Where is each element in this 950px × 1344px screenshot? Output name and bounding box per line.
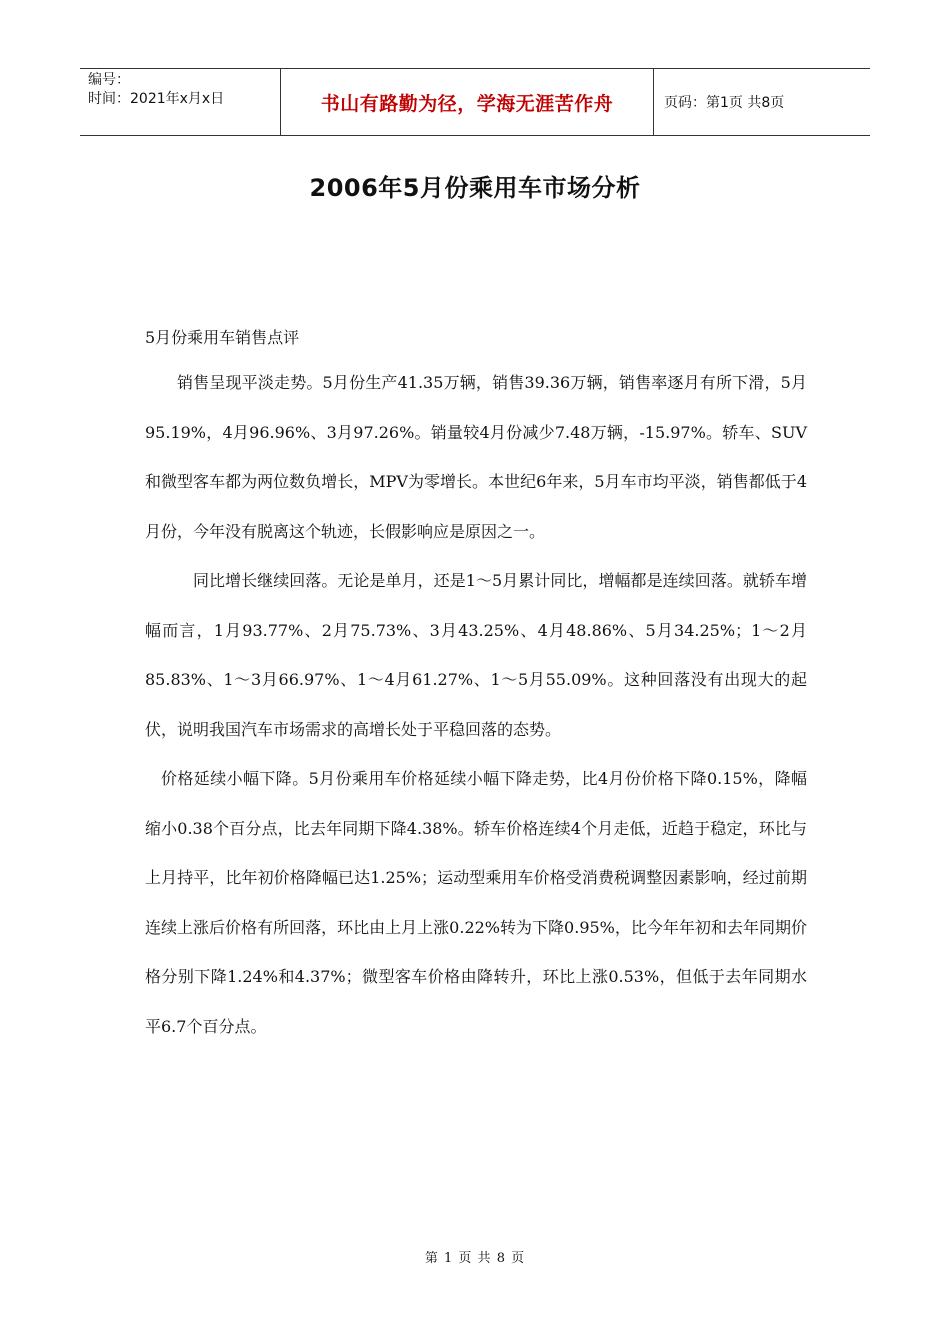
header-motto: 书山有路勤为径，学海无涯苦作舟 bbox=[320, 92, 614, 115]
header-meta-cell bbox=[80, 69, 281, 135]
section-subheading: 5月份乘用车销售点评 bbox=[145, 328, 300, 347]
header-motto-cell bbox=[281, 69, 654, 135]
document-number-label: 编号： bbox=[88, 72, 130, 88]
page-footer: 第 1 页 共 8 页 bbox=[424, 1251, 526, 1266]
paragraph-price-decline: 价格延续小幅下降。5月份乘用车价格延续小幅下降走势，比4月份价格下降0.15%，降幅缩小0.38个百分点，比去年同期下降4.38%。轿车价格连续4个月走低，近趋于稳定，环比与上月持平，比年初价格降幅已达1.25%；运动型乘用车价格受消费税调整因素影响，经过前期连续上涨后价格有所回落，环比由上月上涨0.22%转为下降0.95%，比今年年初和去年同期价格分别下降1.24%和4.37%；微型客车价格由降转升，环比上涨0.53%，但低于去年同期水平6.7个百分点。 bbox=[145, 769, 807, 1036]
header-page-info: 页码：第1页 共8页 bbox=[664, 95, 785, 111]
document-header bbox=[80, 68, 870, 136]
document-body bbox=[145, 320, 807, 1051]
paragraph-growth-decline: 同比增长继续回落。无论是单月，还是1～5月累计同比，增幅都是连续回落。就轿车增幅而言，1月93.77%、2月75.73%、3月43.25%、4月48.86%、5月34.25%；1～2月85.83%、1～3月66.97%、1～4月61.27%、1～5月55.09%。这种回落没有出现大的起伏，说明我国汽车市场需求的高增长处于平稳回落的态势。 bbox=[145, 571, 807, 739]
header-page-cell bbox=[654, 69, 870, 135]
document-time-label: 时间：2021年x月x日 bbox=[88, 91, 225, 107]
document-title: 2006年5月份乘用车市场分析 bbox=[309, 174, 641, 202]
paragraph-sales-trend: 销售呈现平淡走势。5月份生产41.35万辆，销售39.36万辆，销售率逐月有所下滑，5月95.19%，4月96.96%、3月97.26%。销量较4月份减少7.48万辆，-15.97%。轿车、SUV和微型客车都为两位数负增长，MPV为零增长。本世纪6年来，5月车市均平淡，销售都低于4月份，今年没有脱离这个轨迹，长假影响应是原因之一。 bbox=[145, 373, 807, 541]
